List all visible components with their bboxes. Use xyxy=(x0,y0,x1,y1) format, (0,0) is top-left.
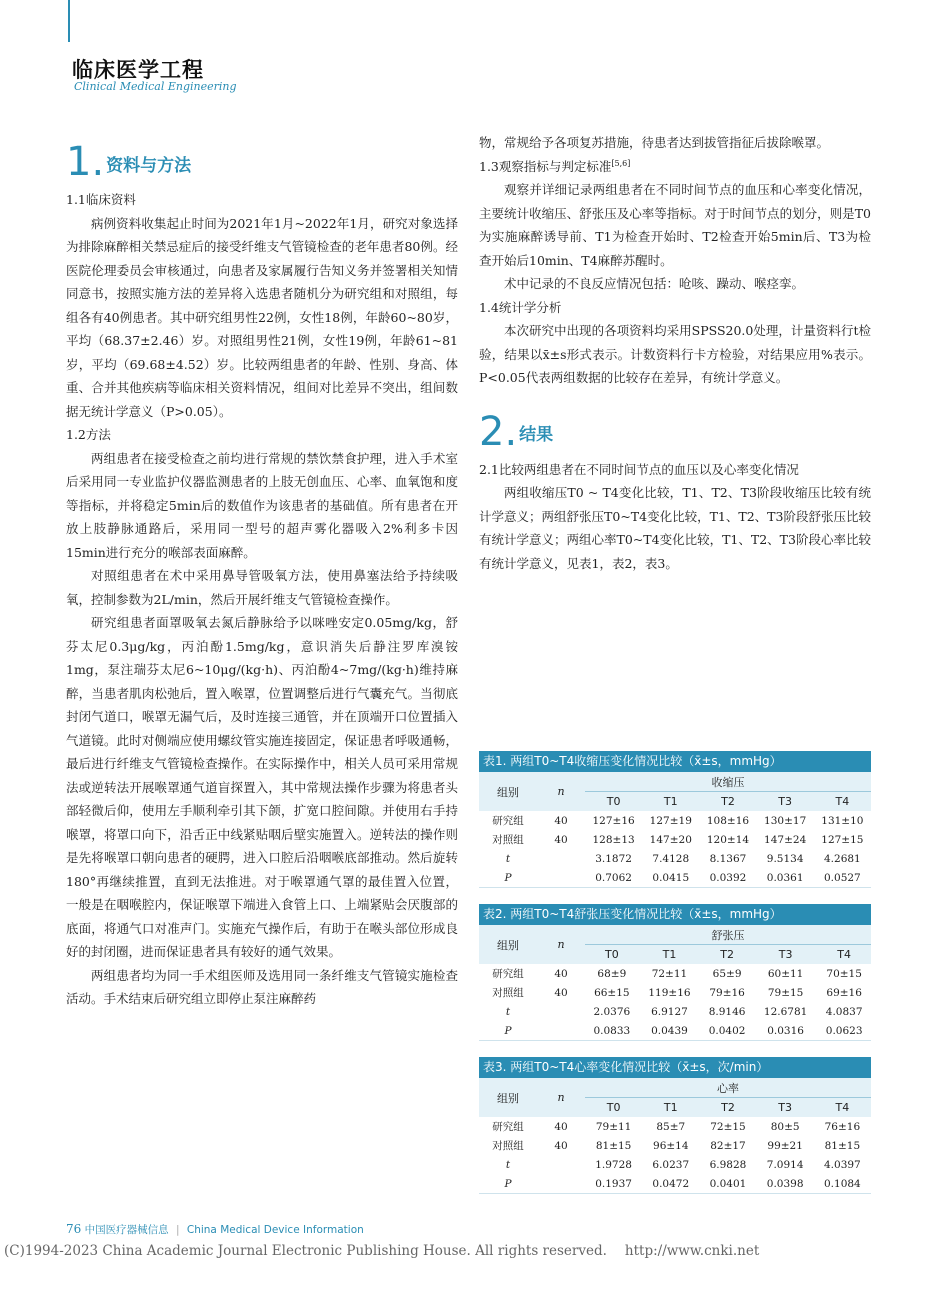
col-header-time: T1 xyxy=(642,792,699,812)
data-table xyxy=(479,1078,871,1194)
table-row xyxy=(479,849,871,868)
table-row xyxy=(479,1136,871,1155)
table-cell: 3.1872 xyxy=(595,852,632,865)
table-3 xyxy=(479,1057,871,1194)
table-cell: 127±16 xyxy=(592,814,635,827)
header-accent-line xyxy=(68,0,70,42)
table-cell: 81±15 xyxy=(595,1139,632,1152)
table-row xyxy=(479,1155,871,1174)
row-label: t xyxy=(505,1158,511,1171)
table-cell: 0.0833 xyxy=(585,1021,639,1041)
paragraph: 两组患者均为同一手术组医师及选用同一条纤维支气管镜实施检查活动。手术结束后研究组立即停止泵注麻醉药 xyxy=(66,967,458,1006)
table-cell: 131±10 xyxy=(821,814,864,827)
table-cell: 0.0415 xyxy=(642,868,699,888)
table-cell: 81±15 xyxy=(824,1139,861,1152)
col-header-metric: 收缩压 xyxy=(585,772,871,792)
table-cell: 8.9146 xyxy=(708,1005,746,1018)
table-cell: 120±14 xyxy=(706,833,750,846)
row-label: 研究组 xyxy=(492,968,524,980)
copyright-line xyxy=(4,1243,759,1259)
table-row xyxy=(479,964,871,983)
table-header-row xyxy=(479,925,871,945)
table-cell: 0.0401 xyxy=(699,1174,756,1194)
table-cell: 128±13 xyxy=(592,833,635,846)
section-number: 1. xyxy=(66,139,105,185)
citation: [5,6] xyxy=(611,158,631,168)
subsection-1-4: 1.4统计学分析 xyxy=(479,299,562,315)
col-header-time: T1 xyxy=(642,1098,699,1118)
table-header-row xyxy=(479,772,871,792)
copyright-text: (C)1994-2023 China Academic Journal Electronic Publishing House. All rights reserved. xyxy=(4,1243,607,1259)
row-label: 研究组 xyxy=(492,1121,524,1133)
table-cell: 79±15 xyxy=(767,986,804,999)
table-cell: 79±16 xyxy=(709,986,745,999)
col-header-time: T2 xyxy=(699,1098,756,1118)
table-cell: 76±16 xyxy=(824,1120,861,1133)
paragraph: 物，常规给予各项复苏措施，待患者达到拔管指征后拔除喉罩。 xyxy=(479,135,830,150)
row-n: 40 xyxy=(554,1139,568,1152)
table-cell: 0.1937 xyxy=(585,1174,642,1194)
table-cell: 66±15 xyxy=(594,986,630,999)
col-header-n: n xyxy=(537,1078,585,1117)
data-table xyxy=(479,772,871,888)
table-cell: 127±15 xyxy=(821,833,864,846)
col-header-time: T1 xyxy=(639,945,701,965)
table-cell: 1.9728 xyxy=(595,1158,632,1171)
section-number: 2. xyxy=(479,408,518,455)
left-column xyxy=(66,134,458,1011)
paragraph: 病例资料收集起止时间为2021年1月~2022年1月，研究对象选择为排除麻醉相关禁忌症后的接受纤维支气管镜检查的老年患者80例。经医院伦理委员会审核通过，向患者及家属履行告知义务并签署相关知情同意书，按照实施方法的差异将入选患者随机分为研究组和对照组，每组各有40例患者。其中研究组男性22例，女性18例，年龄60~80岁，平均（68.37±2.46）岁。对照组男性21例，女性19例，年龄61~81岁，平均（69.68±4.52）岁。比较两组患者的年龄、性别、身高、体重、合并其他疾病等临床相关资料情况，组间对比差异不突出，组间数据无统计学意义（P>0.05）。 xyxy=(66,215,458,419)
table-2 xyxy=(479,904,871,1041)
table-cell: 0.1084 xyxy=(814,1174,871,1194)
table-cell: 0.0439 xyxy=(639,1021,701,1041)
table-cell: 6.0237 xyxy=(652,1158,690,1171)
page-footer xyxy=(66,1222,364,1237)
table-row xyxy=(479,1174,871,1194)
table-cell: 0.0392 xyxy=(699,868,756,888)
row-label: t xyxy=(505,852,511,865)
table-cell: 85±7 xyxy=(656,1120,686,1133)
table-cell: 0.0316 xyxy=(754,1021,817,1041)
row-n xyxy=(537,849,585,868)
table-row xyxy=(479,983,871,1002)
table-cell: 12.6781 xyxy=(763,1005,808,1018)
col-header-time: T3 xyxy=(754,945,817,965)
col-header-metric: 舒张压 xyxy=(585,925,871,945)
col-header-time: T0 xyxy=(585,1098,642,1118)
copyright-url: http://www.cnki.net xyxy=(624,1243,760,1259)
table-row xyxy=(479,811,871,830)
table-cell: 6.9127 xyxy=(651,1005,688,1018)
row-n xyxy=(537,1174,585,1194)
table-cell: 119±16 xyxy=(648,986,691,999)
right-column xyxy=(479,131,871,575)
paragraph: 术中记录的不良反应情况包括：呛咳、躁动、喉痉挛。 xyxy=(504,276,805,291)
paragraph: 对照组患者在术中采用鼻导管吸氧方法，使用鼻塞法给予持续吸氧，控制参数为2L/min，然后开展纤维支气管镜检查操作。 xyxy=(66,568,458,607)
table-cell: 72±15 xyxy=(710,1120,746,1133)
table-row xyxy=(479,1117,871,1136)
table-caption: 表1. 两组T0~T4收缩压变化情况比较（x̄±s，mmHg） xyxy=(479,751,871,772)
row-label: 对照组 xyxy=(492,834,524,846)
table-cell: 0.0623 xyxy=(817,1021,871,1041)
paragraph: 两组收缩压T0 ~ T4变化比较，T1、T2、T3阶段收缩压比较有统计学意义；两组舒张压T0~T4变化比较，T1、T2、T3阶段舒张压比较有统计学意义；两组心率T0~T4变化比较，T1、T2、T3阶段心率比较有统计学意义，见表1，表2，表3。 xyxy=(479,485,871,571)
col-header-group: 组别 xyxy=(479,772,537,811)
table-cell: 7.0914 xyxy=(766,1158,804,1171)
row-n: 40 xyxy=(554,986,568,999)
col-header-time: T2 xyxy=(699,792,756,812)
table-cell: 0.0398 xyxy=(757,1174,814,1194)
row-n: 40 xyxy=(554,833,568,846)
footer-journal-en: China Medical Device Information xyxy=(186,1224,364,1236)
row-n xyxy=(537,868,585,888)
table-cell: 0.0527 xyxy=(814,868,871,888)
col-header-time: T0 xyxy=(585,792,642,812)
table-cell: 7.4128 xyxy=(652,852,690,865)
col-header-metric: 心率 xyxy=(585,1078,871,1098)
section-title: 结果 xyxy=(519,425,554,445)
row-label: P xyxy=(479,868,537,888)
table-cell: 127±19 xyxy=(649,814,692,827)
table-row xyxy=(479,830,871,849)
row-label: 研究组 xyxy=(492,815,524,827)
subsection-1-2: 1.2方法 xyxy=(66,427,111,442)
subsection-1-3 xyxy=(479,155,871,179)
section-2-heading xyxy=(479,404,871,455)
row-label: P xyxy=(479,1174,537,1194)
table-cell: 80±5 xyxy=(770,1120,800,1133)
col-header-n: n xyxy=(537,925,585,964)
table-caption: 表2. 两组T0~T4舒张压变化情况比较（x̄±s，mmHg） xyxy=(479,904,871,925)
row-n xyxy=(537,1021,585,1041)
row-n xyxy=(537,1155,585,1174)
section-1-heading xyxy=(66,134,458,185)
paragraph: 观察并详细记录两组患者在不同时间节点的血压和心率变化情况，主要统计收缩压、舒张压及心率等指标。对于时间节点的划分，则是T0为实施麻醉诱导前、T1为检查开始时、T2检查开始5min后、T3为检查开始后10min、T4麻醉苏醒时。 xyxy=(479,182,871,268)
table-cell: 4.2681 xyxy=(824,852,861,865)
row-label: 对照组 xyxy=(492,987,524,999)
table-cell: 147±20 xyxy=(649,833,692,846)
col-header-group: 组别 xyxy=(479,925,537,964)
table-cell: 8.1367 xyxy=(709,852,747,865)
paragraph: 研究组患者面罩吸氧去氮后静脉给予以咪唑安定0.05mg/kg，舒芬太尼0.3μg/kg，丙泊酚1.5mg/kg，意识消失后静注罗库溴铵1mg，泵注瑞芬太尼6~10μg/(kg·h)、丙泊酚4~7mg/(kg·h)维持麻醉，当患者肌肉松弛后，置入喉罩，位置调整后进行气囊充气。当彻底封闭气道口，喉罩无漏气后，及时连接三通管，并在顶端开口位置插入气道镜。此时对侧端应使用螺纹管实施连接固定，保证患者呼吸通畅，最后进行纤维支气管镜检查操作。在实际操作中，相关人员可采用常规法或逆转法开展喉罩通气道盲探置入，其中常规法操作步骤为将患者头部轻微后仰，使用左手顺利牵引其下颌，扩宽口腔间隙。并使用右手持喉罩，将罩口向下，沿舌正中线紧贴咽后壁实施置入。逆转法的操作则是先将喉罩口朝向患者的硬腭，进入口腔后沿咽喉底部推动。然后旋转180°再继续推置，直到无法推进。对于喉罩通气罩的最佳置入位置，一般是在咽喉腔内，保证喉罩下端进入食管上口、上端紧贴会厌腹部的底面，将通气口对准声门。实施充气操作后，有助于在喉头部位形成良好的封闭圈，进而保证患者具有较好的通气效果。 xyxy=(66,615,458,959)
col-header-time: T3 xyxy=(757,792,814,812)
footer-separator: | xyxy=(175,1224,180,1236)
table-cell: 147±24 xyxy=(764,833,807,846)
page-number: 76 xyxy=(66,1222,82,1236)
table-header-row xyxy=(479,1078,871,1098)
col-header-n: n xyxy=(537,772,585,811)
table-cell: 72±11 xyxy=(651,967,688,980)
col-header-time: T3 xyxy=(757,1098,814,1118)
table-cell: 70±15 xyxy=(826,967,862,980)
table-1 xyxy=(479,751,871,888)
table-cell: 99±21 xyxy=(767,1139,803,1152)
subsection-1-1: 1.1临床资料 xyxy=(66,192,136,207)
data-table xyxy=(479,925,871,1041)
table-cell: 0.0402 xyxy=(700,1021,754,1041)
table-row xyxy=(479,1002,871,1021)
table-cell: 60±11 xyxy=(767,967,804,980)
table-cell: 4.0837 xyxy=(825,1005,863,1018)
row-n: 40 xyxy=(554,967,568,980)
paragraph: 本次研究中出现的各项资料均采用SPSS20.0处理，计量资料行t检验，结果以x̄±s形式表示。计数资料行卡方检验，对结果应用%表示。P<0.05代表两组数据的比较存在差异，有统计学意义。 xyxy=(479,323,871,385)
section-title: 资料与方法 xyxy=(106,155,192,176)
table-cell: 0.0361 xyxy=(757,868,814,888)
row-n: 40 xyxy=(554,1120,568,1133)
row-n xyxy=(537,1002,585,1021)
table-cell: 2.0376 xyxy=(593,1005,631,1018)
table-cell: 0.7062 xyxy=(585,868,642,888)
col-header-group: 组别 xyxy=(479,1078,537,1117)
table-cell: 6.9828 xyxy=(709,1158,747,1171)
journal-title: 临床医学工程 xyxy=(72,58,204,82)
table-cell: 0.0472 xyxy=(642,1174,699,1194)
subsection-title: 1.3观察指标与判定标准 xyxy=(479,158,612,174)
table-cell: 96±14 xyxy=(653,1139,689,1152)
table-row xyxy=(479,1021,871,1041)
col-header-time: T4 xyxy=(814,792,871,812)
col-header-time: T4 xyxy=(817,945,871,965)
table-row xyxy=(479,868,871,888)
table-cell: 4.0397 xyxy=(824,1158,861,1171)
table-cell: 65±9 xyxy=(712,967,742,980)
row-n: 40 xyxy=(554,814,568,827)
table-cell: 79±11 xyxy=(595,1120,632,1133)
table-cell: 9.5134 xyxy=(766,852,804,865)
footer-journal-cn: 中国医疗器械信息 xyxy=(84,1224,169,1236)
table-cell: 130±17 xyxy=(764,814,807,827)
col-header-time: T0 xyxy=(585,945,639,965)
table-cell: 82±17 xyxy=(710,1139,746,1152)
journal-subtitle: Clinical Medical Engineering xyxy=(74,80,237,93)
row-label: P xyxy=(479,1021,537,1041)
col-header-time: T2 xyxy=(700,945,754,965)
paragraph: 两组患者在接受检查之前均进行常规的禁饮禁食护理，进入手术室后采用同一专业监护仪器监测患者的上肢无创血压、心率、血氧饱和度等指标，并将稳定5min后的数值作为该患者的基础值。所有患者在开放上肢静脉通路后，采用同一型号的超声雾化器吸入2%利多卡因15min进行充分的喉部表面麻醉。 xyxy=(66,450,458,560)
col-header-time: T4 xyxy=(814,1098,871,1118)
table-caption: 表3. 两组T0~T4心率变化情况比较（x̄±s，次/min） xyxy=(479,1057,871,1078)
table-cell: 108±16 xyxy=(706,814,750,827)
row-label: t xyxy=(505,1005,511,1018)
subsection-2-1: 2.1比较两组患者在不同时间节点的血压以及心率变化情况 xyxy=(479,461,799,477)
table-cell: 68±9 xyxy=(597,967,627,980)
row-label: 对照组 xyxy=(492,1140,524,1152)
table-cell: 69±16 xyxy=(826,986,862,999)
